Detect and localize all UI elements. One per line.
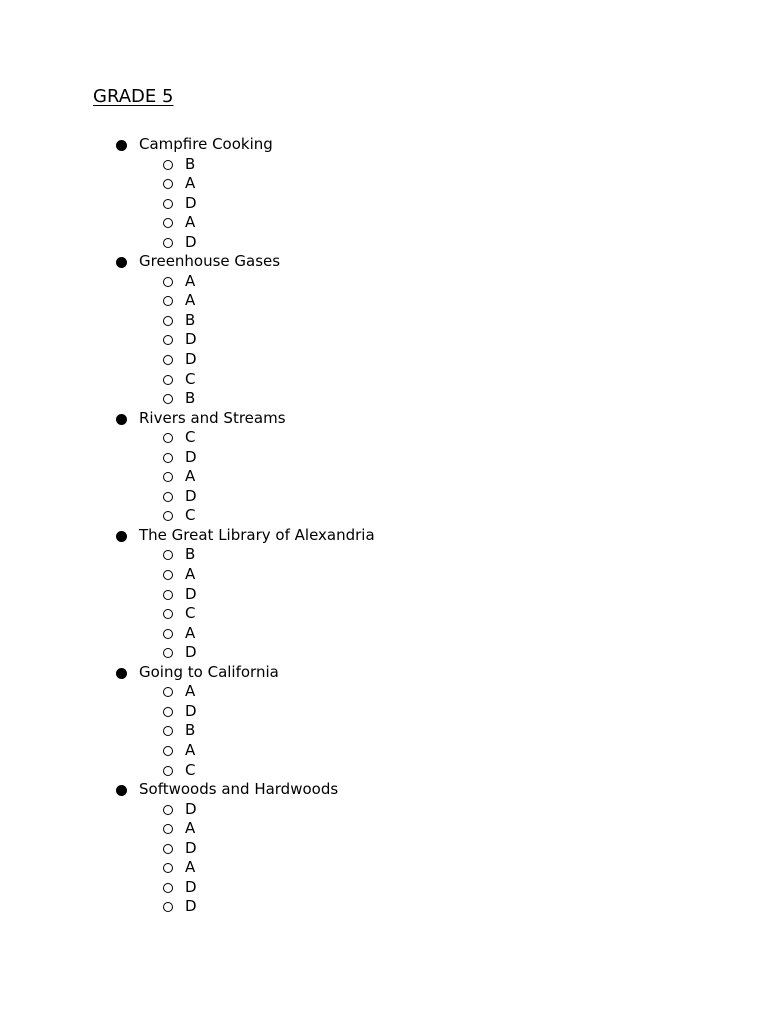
- answer-letter: A: [185, 271, 196, 290]
- hollow-circle-bullet-icon: [163, 902, 173, 912]
- topic-row: [0, 780, 768, 800]
- answer-list: [0, 428, 768, 526]
- hollow-circle-bullet-icon: [163, 570, 173, 580]
- answer-letter: A: [185, 565, 196, 584]
- filled-circle-bullet-icon: [116, 414, 127, 425]
- hollow-circle-bullet-icon: [163, 746, 173, 756]
- topic-item: [0, 780, 768, 917]
- topic-row: [0, 252, 768, 272]
- answer-letter: A: [185, 740, 196, 759]
- hollow-circle-bullet-icon: [163, 453, 173, 463]
- answer-item: [0, 213, 768, 233]
- hollow-circle-bullet-icon: [163, 335, 173, 345]
- hollow-circle-bullet-icon: [163, 316, 173, 326]
- hollow-circle-bullet-icon: [163, 511, 173, 521]
- answer-item: [0, 487, 768, 507]
- answer-item: [0, 272, 768, 292]
- hollow-circle-bullet-icon: [163, 160, 173, 170]
- topic-label: Campfire Cooking: [139, 135, 273, 153]
- hollow-circle-bullet-icon: [163, 238, 173, 248]
- answer-letter: D: [185, 447, 197, 466]
- answer-letter: C: [185, 604, 196, 623]
- answer-item: [0, 721, 768, 741]
- answer-letter: A: [185, 682, 196, 701]
- topic-label: Rivers and Streams: [139, 408, 286, 427]
- filled-circle-bullet-icon: [116, 531, 127, 542]
- answer-item: [0, 643, 768, 663]
- answer-item: [0, 311, 768, 331]
- answer-item: [0, 174, 768, 194]
- answer-item: [0, 233, 768, 253]
- hollow-circle-bullet-icon: [163, 726, 173, 736]
- hollow-circle-bullet-icon: [163, 629, 173, 639]
- topic-label: Softwoods and Hardwoods: [139, 780, 339, 799]
- hollow-circle-bullet-icon: [163, 590, 173, 600]
- answer-item: [0, 585, 768, 605]
- hollow-circle-bullet-icon: [163, 355, 173, 365]
- answer-letter: B: [185, 154, 196, 173]
- hollow-circle-bullet-icon: [163, 687, 173, 697]
- answer-letter: A: [185, 623, 196, 642]
- hollow-circle-bullet-icon: [163, 707, 173, 717]
- answer-letter: A: [185, 213, 196, 232]
- page-title: GRADE 5: [93, 86, 174, 107]
- answer-letter: C: [185, 760, 196, 779]
- hollow-circle-bullet-icon: [163, 179, 173, 189]
- answer-item: [0, 291, 768, 311]
- hollow-circle-bullet-icon: [163, 433, 173, 443]
- answer-letter: A: [185, 467, 196, 486]
- topic-item: [0, 135, 768, 252]
- answer-letter: D: [185, 701, 197, 720]
- answer-item: [0, 467, 768, 487]
- hollow-circle-bullet-icon: [163, 805, 173, 815]
- topic-item: [0, 252, 768, 408]
- answer-letter: C: [185, 369, 196, 388]
- answer-letter: D: [185, 877, 197, 896]
- answer-letter: A: [185, 819, 196, 838]
- filled-circle-bullet-icon: [116, 257, 127, 268]
- answer-letter: A: [185, 858, 196, 877]
- filled-circle-bullet-icon: [116, 140, 127, 151]
- answer-letter: D: [185, 838, 197, 857]
- answer-list: [0, 682, 768, 780]
- answer-letter: D: [185, 799, 197, 818]
- filled-circle-bullet-icon: [116, 785, 127, 796]
- answer-item: [0, 624, 768, 644]
- answer-item: [0, 761, 768, 781]
- hollow-circle-bullet-icon: [163, 472, 173, 482]
- hollow-circle-bullet-icon: [163, 394, 173, 404]
- topic-row: [0, 663, 768, 683]
- hollow-circle-bullet-icon: [163, 863, 173, 873]
- answer-item: [0, 330, 768, 350]
- hollow-circle-bullet-icon: [163, 883, 173, 893]
- answer-letter: D: [185, 584, 197, 603]
- answer-letter: B: [185, 389, 196, 408]
- filled-circle-bullet-icon: [116, 668, 127, 679]
- topic-outline: [0, 135, 768, 917]
- hollow-circle-bullet-icon: [163, 766, 173, 776]
- topic-row: [0, 526, 768, 546]
- hollow-circle-bullet-icon: [163, 199, 173, 209]
- topic-label: Going to California: [139, 662, 279, 681]
- answer-letter: C: [185, 428, 196, 447]
- answer-item: [0, 506, 768, 526]
- answer-item: [0, 800, 768, 820]
- topic-label: Greenhouse Gases: [139, 252, 281, 271]
- answer-item: [0, 155, 768, 175]
- answer-letter: B: [185, 310, 196, 329]
- answer-item: [0, 350, 768, 370]
- hollow-circle-bullet-icon: [163, 550, 173, 560]
- hollow-circle-bullet-icon: [163, 648, 173, 658]
- answer-letter: D: [185, 897, 197, 916]
- hollow-circle-bullet-icon: [163, 375, 173, 385]
- answer-item: [0, 604, 768, 624]
- topic-item: [0, 526, 768, 663]
- answer-letter: D: [185, 350, 197, 369]
- answer-item: [0, 448, 768, 468]
- answer-list: [0, 800, 768, 917]
- answer-letter: D: [185, 643, 197, 662]
- hollow-circle-bullet-icon: [163, 844, 173, 854]
- answer-letter: A: [185, 291, 196, 310]
- answer-letter: D: [185, 232, 197, 251]
- answer-item: [0, 545, 768, 565]
- hollow-circle-bullet-icon: [163, 296, 173, 306]
- answer-item: [0, 858, 768, 878]
- answer-item: [0, 897, 768, 917]
- hollow-circle-bullet-icon: [163, 218, 173, 228]
- hollow-circle-bullet-icon: [163, 609, 173, 619]
- answer-letter: D: [185, 193, 197, 212]
- answer-item: [0, 428, 768, 448]
- hollow-circle-bullet-icon: [163, 824, 173, 834]
- topic-label: The Great Library of Alexandria: [139, 525, 375, 544]
- answer-item: [0, 682, 768, 702]
- answer-letter: B: [185, 721, 196, 740]
- topic-item: [0, 409, 768, 526]
- answer-item: [0, 819, 768, 839]
- answer-item: [0, 878, 768, 898]
- topic-row: [0, 409, 768, 429]
- hollow-circle-bullet-icon: [163, 492, 173, 502]
- hollow-circle-bullet-icon: [163, 277, 173, 287]
- answer-letter: A: [185, 174, 196, 193]
- answer-item: [0, 389, 768, 409]
- answer-list: [0, 155, 768, 253]
- answer-item: [0, 565, 768, 585]
- answer-letter: C: [185, 506, 196, 525]
- answer-item: [0, 194, 768, 214]
- topic-row: [0, 135, 768, 155]
- answer-list: [0, 545, 768, 662]
- answer-letter: B: [185, 545, 196, 564]
- topic-item: [0, 663, 768, 780]
- answer-list: [0, 272, 768, 409]
- answer-item: [0, 839, 768, 859]
- answer-item: [0, 370, 768, 390]
- answer-letter: D: [185, 486, 197, 505]
- answer-letter: D: [185, 330, 197, 349]
- answer-item: [0, 702, 768, 722]
- answer-item: [0, 741, 768, 761]
